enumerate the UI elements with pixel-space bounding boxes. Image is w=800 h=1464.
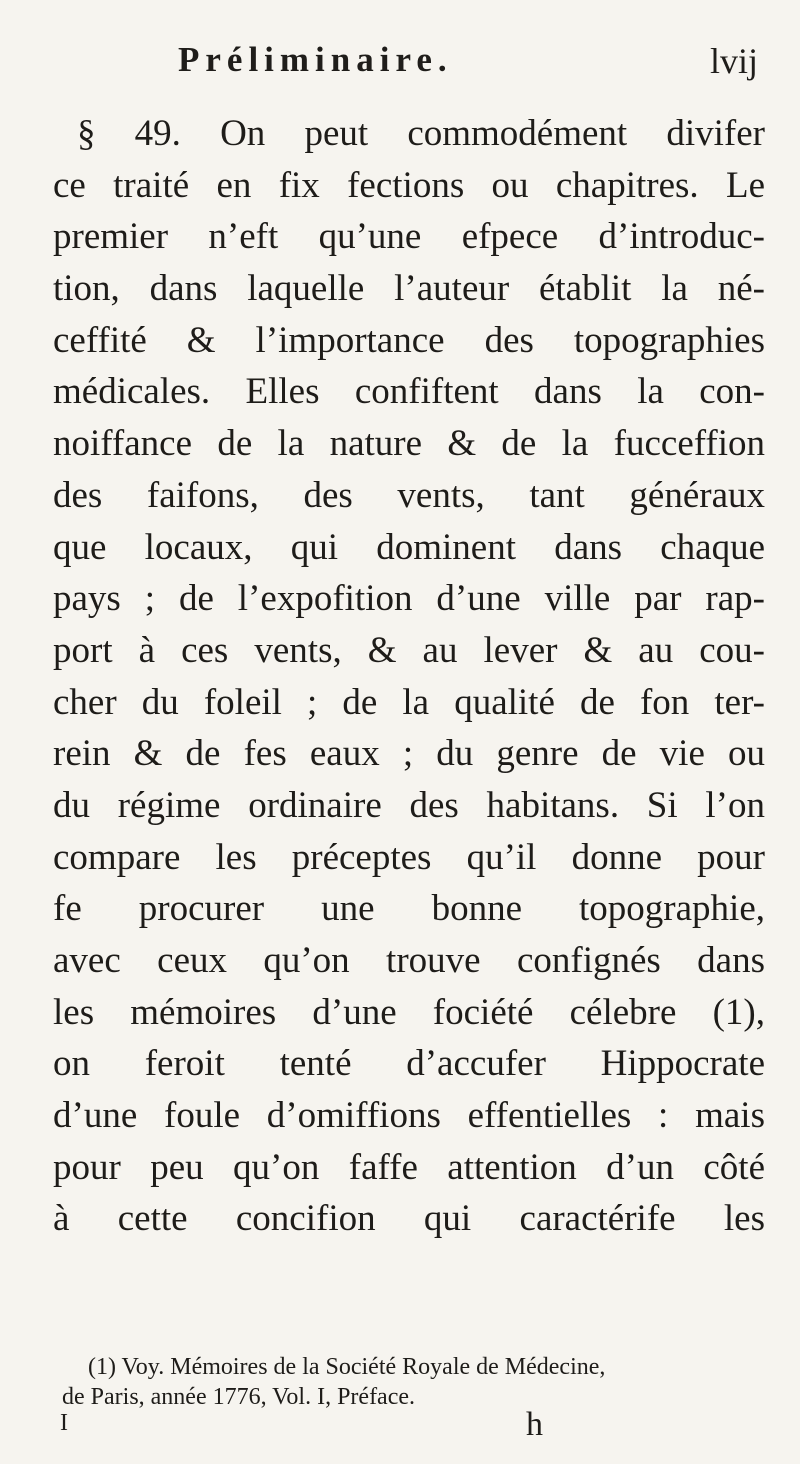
text-line: port à ces vents, & au lever & au cou-: [53, 629, 765, 671]
text-line: pays ; de l’expofition d’une ville par rap-: [53, 578, 765, 620]
text-line: médicales. Elles confiftent dans la con-: [53, 371, 765, 413]
text-line: rein & de fes eaux ; du genre de vie ou: [53, 733, 765, 775]
text-line: d’une foule d’omiffions effentielles : mais: [53, 1095, 765, 1137]
footnote: [62, 1352, 762, 1412]
text-line: fe procurer une bonne topographie,: [53, 888, 765, 930]
text-line: § 49. On peut commodément divifer: [77, 113, 765, 154]
signature-row: [60, 1406, 760, 1450]
text-line: ce traité en fix fections ou chapitres. Le: [53, 164, 765, 206]
text-line: à cette concifion qui caractérife les: [53, 1198, 765, 1240]
text-line: ceffité & l’importance des topographies: [53, 319, 765, 361]
text-line: compare les préceptes qu’il donne pour: [53, 836, 765, 878]
text-line: noiffance de la nature & de la fucceffion: [53, 423, 765, 465]
running-title: Préliminaire.: [178, 40, 453, 79]
text-line: tion, dans laquelle l’auteur établit la né-: [53, 268, 765, 310]
signature-mark: h: [526, 1406, 543, 1443]
text-line: premier n’eft qu’une efpece d’introduc-: [53, 216, 765, 258]
running-head: [178, 30, 758, 90]
body-text: [53, 108, 765, 1245]
text-line: que locaux, qui dominent dans chaque: [53, 526, 765, 568]
text-line: cher du foleil ; de la qualité de fon ter-: [53, 681, 765, 723]
text-line: du régime ordinaire des habitans. Si l’on: [53, 784, 765, 826]
sheet-number: I: [60, 1410, 68, 1436]
footnote-line: (1) Voy. Mémoires de la Société Royale de Médecine,: [88, 1354, 606, 1380]
text-line: on feroit tenté d’accufer Hippocrate: [53, 1043, 765, 1085]
text-line: les mémoires d’une fociété célebre (1),: [53, 991, 765, 1033]
text-line: des faifons, des vents, tant généraux: [53, 474, 765, 516]
page-number: lvij: [709, 41, 758, 81]
text-line: avec ceux qu’on trouve confignés dans: [53, 940, 765, 981]
text-line: pour peu qu’on faffe attention d’un côté: [53, 1146, 765, 1188]
footnote-line: de Paris, année 1776, Vol. I, Préface.: [62, 1384, 416, 1410]
